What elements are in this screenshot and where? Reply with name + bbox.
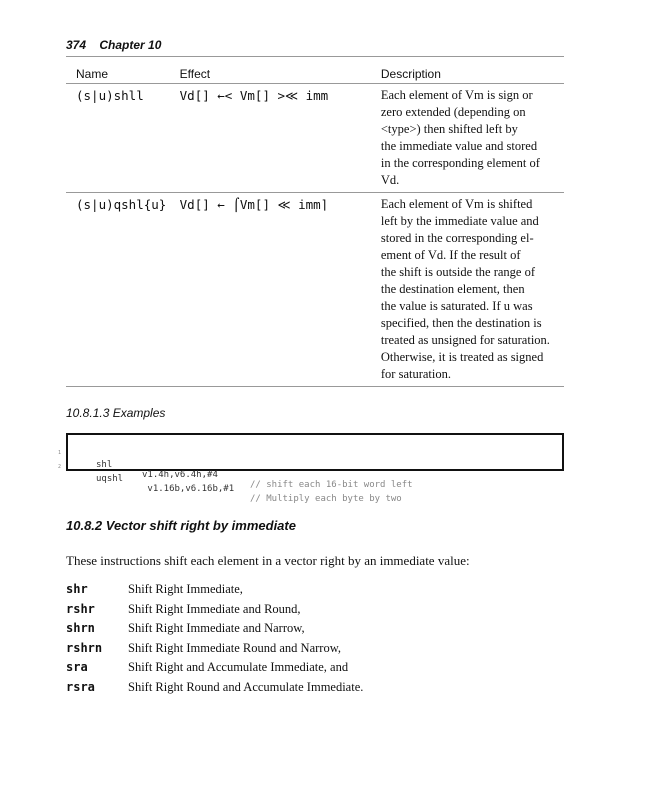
list-item-description: Shift Right Immediate and Narrow, xyxy=(128,621,305,635)
description-line: ement of Vd. If the result of xyxy=(380,248,521,262)
list-item-description: Shift Right Immediate Round and Narrow, xyxy=(128,640,342,655)
code-operands: v1.4h,v6.4h,#4 xyxy=(142,470,218,480)
description-line: in the corresponding element of xyxy=(380,156,540,170)
line-number: 2 xyxy=(58,464,62,470)
code-comment: // shift each 16-bit word left xyxy=(250,480,413,490)
column-header-effect: Effect xyxy=(170,57,371,84)
table-row xyxy=(66,193,564,387)
instruction-name: (s|u)shll xyxy=(66,84,170,193)
page-number: 374 xyxy=(66,38,87,52)
column-header-name: Name xyxy=(66,57,170,84)
code-listing xyxy=(58,433,564,504)
instruction-effect: Vd[] ←< Vm[] >≪ imm xyxy=(170,84,371,193)
section-heading: 10.8.2 Vector shift right by immediate xyxy=(66,518,296,533)
section-intro: These instructions shift each element in a vector right by an immediate value: xyxy=(66,553,470,568)
code-comment: // Multiply each byte by two xyxy=(250,494,402,504)
description-line: zero extended (depending on xyxy=(380,105,526,119)
description-line: Vd. xyxy=(380,173,400,187)
description-line: Otherwise, it is treated as signed xyxy=(380,350,544,364)
column-header-description: Description xyxy=(371,57,564,84)
chapter-title: Chapter 10 xyxy=(99,38,162,52)
code-operands: v1.16b,v6.16b,#1 xyxy=(142,484,235,494)
table-header-row xyxy=(66,57,564,84)
description-line: left by the immediate value and xyxy=(380,214,539,228)
list-item-mnemonic: shr xyxy=(66,582,88,596)
list-item-mnemonic: rsra xyxy=(66,679,95,694)
description-line: the immediate value and stored xyxy=(380,139,538,153)
table-row xyxy=(66,84,564,193)
description-line: treated as unsigned for saturation. xyxy=(380,333,550,347)
description-line: <type>) then shifted left by xyxy=(380,122,518,136)
code-opcode: shl xyxy=(96,460,113,470)
line-number: 1 xyxy=(58,450,62,456)
description-line: the value is saturated. If u was xyxy=(380,299,533,313)
list-item-mnemonic: shrn xyxy=(66,621,95,635)
instruction-name: (s|u)qshl{u} xyxy=(66,193,170,387)
code-opcode: uqshl xyxy=(96,474,124,484)
list-item-description: Shift Right Round and Accumulate Immediate. xyxy=(128,679,364,694)
instruction-effect: Vd[] ← ⌠Vm[] ≪ imm⌉ xyxy=(170,193,371,387)
list-item-mnemonic: rshr xyxy=(66,601,95,616)
instruction-table xyxy=(66,56,564,387)
list-item-description: Shift Right Immediate, xyxy=(128,582,243,596)
list-item-mnemonic: sra xyxy=(66,660,88,674)
description-line: Each element of Vm is shifted xyxy=(380,197,533,211)
description-line: Each element of Vm is sign or xyxy=(380,88,533,102)
list-item-description: Shift Right and Accumulate Immediate, and xyxy=(128,660,349,674)
description-line: specified, then the destination is xyxy=(380,316,542,330)
examples-heading: 10.8.1.3 Examples xyxy=(66,406,166,420)
instruction-description xyxy=(371,84,564,193)
list-item-description: Shift Right Immediate and Round, xyxy=(128,601,301,616)
list-item-mnemonic: rshrn xyxy=(66,640,103,655)
description-line: the shift is outside the range of xyxy=(380,265,536,279)
instruction-description xyxy=(371,193,564,387)
running-header xyxy=(66,38,171,52)
description-line: for saturation. xyxy=(380,367,451,381)
description-line: the destination element, then xyxy=(380,282,525,296)
description-line: stored in the corresponding el- xyxy=(380,231,534,245)
